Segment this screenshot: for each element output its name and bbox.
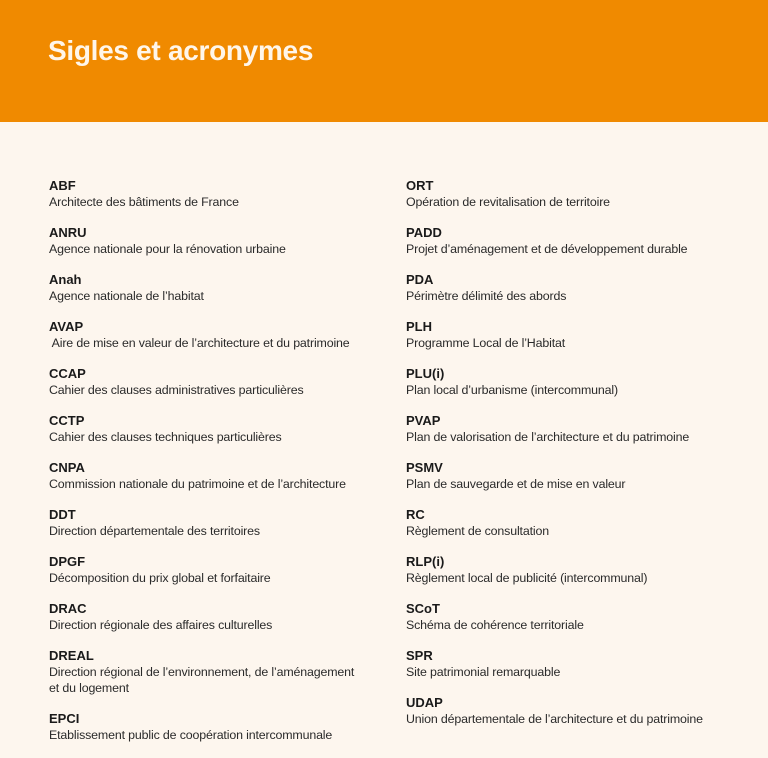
- page-title: Sigles et acronymes: [48, 35, 314, 66]
- acronym-entry: [406, 178, 746, 210]
- acronym-entry: [49, 413, 389, 445]
- acronym-definition: Architecte des bâtiments de France: [49, 195, 239, 209]
- acronym-term: DDT: [49, 507, 76, 522]
- acronym-definition: Cahier des clauses administratives particulières: [49, 383, 304, 397]
- acronym-entry: [49, 225, 389, 257]
- acronym-term: CCTP: [49, 413, 85, 428]
- acronym-definition: Site patrimonial remarquable: [406, 665, 561, 679]
- acronym-entry: [49, 554, 389, 586]
- acronym-definition: Règlement de consultation: [406, 524, 549, 538]
- acronym-term: PSMV: [406, 460, 443, 475]
- acronym-definition: Plan de sauvegarde et de mise en valeur: [406, 477, 626, 491]
- acronym-entry: [49, 460, 389, 492]
- acronym-entry: [406, 272, 746, 304]
- acronym-entry: [49, 601, 389, 633]
- acronym-definition: Règlement local de publicité (intercommunal): [406, 571, 648, 585]
- acronym-definition: Direction régional de l’environnement, de l’aménagement et du logement: [49, 665, 355, 695]
- acronym-definition: Programme Local de l’Habitat: [406, 336, 566, 350]
- acronym-entry: [406, 554, 746, 586]
- acronym-definition: Plan de valorisation de l’architecture et du patrimoine: [406, 430, 690, 444]
- acronym-term: PDA: [406, 272, 434, 287]
- acronym-term: ANRU: [49, 225, 87, 240]
- acronym-definition: Opération de revitalisation de territoire: [406, 195, 610, 209]
- acronym-term: AVAP: [49, 319, 84, 334]
- page-header: [0, 0, 768, 122]
- acronym-term: ABF: [49, 178, 76, 193]
- acronym-entry: [406, 601, 746, 633]
- acronym-entry: [49, 507, 389, 539]
- acronym-definition: Aire de mise en valeur de l’architecture et du patrimoine: [49, 336, 350, 350]
- acronym-term: DPGF: [49, 554, 86, 569]
- acronym-entry: [49, 272, 389, 304]
- acronym-definition: Union départementale de l’architecture et du patrimoine: [406, 712, 703, 726]
- acronym-definition: Agence nationale de l’habitat: [49, 289, 204, 303]
- acronym-list-right: [406, 178, 746, 742]
- acronym-entry: [406, 507, 746, 539]
- acronym-definition: Direction régionale des affaires culturelles: [49, 618, 273, 632]
- acronym-term: UDAP: [406, 695, 443, 710]
- acronym-term: Anah: [49, 272, 82, 287]
- acronym-term: RC: [406, 507, 425, 522]
- acronym-definition: Plan local d’urbanisme (intercommunal): [406, 383, 618, 397]
- acronym-definition: Commission nationale du patrimoine et de l’architecture: [49, 477, 346, 491]
- acronym-entry: [406, 460, 746, 492]
- acronym-definition: Direction départementale des territoires: [49, 524, 260, 538]
- acronym-entry: [406, 648, 746, 680]
- acronym-term: CNPA: [49, 460, 85, 475]
- acronym-list-left: [49, 178, 389, 758]
- acronym-definition: Périmètre délimité des abords: [406, 289, 567, 303]
- acronym-definition: Agence nationale pour la rénovation urbaine: [49, 242, 286, 256]
- acronym-term: SPR: [406, 648, 433, 663]
- acronym-term: DREAL: [49, 648, 94, 663]
- acronym-term: PLH: [406, 319, 432, 334]
- acronym-definition: Cahier des clauses techniques particulières: [49, 430, 282, 444]
- acronym-entry: [406, 695, 746, 727]
- acronym-term: RLP(i): [406, 554, 445, 569]
- acronym-term: DRAC: [49, 601, 87, 616]
- acronym-entry: [49, 648, 389, 696]
- acronym-entry: [49, 711, 389, 743]
- acronym-entry: [406, 319, 746, 351]
- acronym-definition: Projet d’aménagement et de développement durable: [406, 242, 688, 256]
- acronym-entry: [49, 366, 389, 398]
- acronym-entry: [406, 225, 746, 257]
- acronym-term: EPCI: [49, 711, 80, 726]
- acronym-term: ORT: [406, 178, 434, 193]
- acronym-term: CCAP: [49, 366, 86, 381]
- acronym-definition: Etablissement public de coopération intercommunale: [49, 728, 333, 742]
- acronym-definition: Décomposition du prix global et forfaitaire: [49, 571, 271, 585]
- acronym-term: PLU(i): [406, 366, 445, 381]
- acronym-definition: Schéma de cohérence territoriale: [406, 618, 584, 632]
- acronym-entry: [49, 319, 389, 351]
- acronym-term: PVAP: [406, 413, 441, 428]
- acronym-entry: [406, 413, 746, 445]
- acronym-term: SCoT: [406, 601, 440, 616]
- acronym-term: PADD: [406, 225, 442, 240]
- acronym-entry: [49, 178, 389, 210]
- acronym-entry: [406, 366, 746, 398]
